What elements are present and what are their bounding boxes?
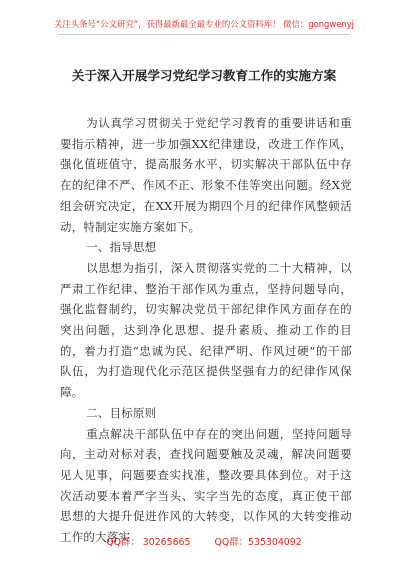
footer-qq-group-2: QQ群：535304092 — [214, 537, 302, 548]
document-title: 关于深入开展学习党纪学习教育工作的实施方案 — [71, 68, 337, 83]
document-body — [60, 113, 352, 548]
header-divider — [58, 34, 350, 35]
section-heading-guiding-ideology: 一、指导思想 — [86, 240, 157, 255]
goals-principles-paragraph: 重点解决干部队伍中存在的突出问题，坚持问题导向，主动对标对表，查找问题要触及灵魂，解决问题要见人见事，问题要查实找准，整改要具体到位。对于这次活动要本着严字当头、实字当先的态度，真正使干部思想的大提升促进作风的大转变，以作风的大转变推动工作的大落实 — [60, 426, 352, 545]
guiding-ideology-paragraph: 以思想为指引，深入贯彻落实党的二十大精神，以严肃工作纪律、整治干部作风为重点，坚持问题导向，强化监督制约，切实解决党员干部纪律作风方面存在的突出问题，达到净化思想、提升素质、推动工作的目的，着力打造“忠诚为民、纪律严明、作风过硬”的干部队伍，为打造现代化示范区提供坚强有力的纪律作风保障。 — [60, 260, 352, 400]
footer-qq-group-1: QQ群： 30265665 — [106, 537, 191, 548]
section-heading-goals-principles: 二、目标原则 — [86, 405, 157, 420]
intro-paragraph: 为认真学习贯彻关于党纪学习教育的重要讲话和重要指示精神，进一步加强XX纪律建设，改进工作作风，强化值班值守，提高服务水平，切实解决干部队伍中存在的纪律不严、作风不正、形象不佳等突出问题。经X党组会研究决定，在XX开展为期四个月的纪律作风整顿活动，特制定实施方案如下。 — [60, 116, 352, 234]
header-promo-note: 关注头条号“公文研究”，获得最新最全最专业的公文资料库！ 微信：gongwenyj — [54, 19, 354, 29]
footer-qq-groups — [0, 534, 408, 548]
